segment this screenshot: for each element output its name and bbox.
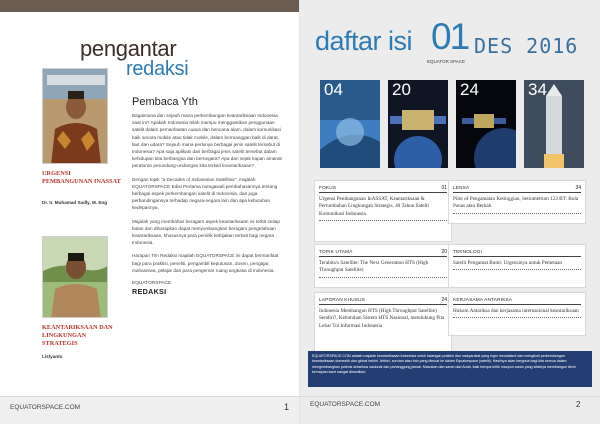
toc-section-label: TEKNOLOGI: [453, 249, 483, 254]
thumbnail-page-number: 20: [392, 80, 411, 99]
toc-thumbnail-1[interactable]: [320, 80, 380, 168]
toc-section-label: FOKUS: [319, 185, 337, 190]
page-title-line1: pengantar: [80, 36, 177, 61]
toc-section-label: KERJASAMA ANTARIKSA: [453, 297, 513, 302]
issue-date: DES 2016: [474, 34, 579, 58]
editorial-paragraph: Dengan topik "a Decades of Indonesian Satellites", majalah EQUATORSPACE Edisi Pertama mengawali pembahasannya tentang berbagai aspek perkembangan satelit di Indonesia, dan juga perbandingannya terhadap negara-negara lain dan apa kebutuhan kedepannya.: [132, 176, 278, 211]
dotted-divider: [453, 213, 581, 214]
toc-thumbnail-3[interactable]: [456, 80, 516, 168]
portrait-photo-1: [42, 68, 108, 164]
toc-section-label: LENSA: [453, 185, 470, 190]
toc-entry-header: [453, 297, 581, 305]
toc-entry-lensa[interactable]: [448, 180, 586, 224]
toc-page-number: 01: [441, 185, 447, 191]
page-title-line2: redaksi: [126, 58, 189, 80]
thumbnail-page-number: 34: [528, 80, 547, 99]
toc-title: daftar isi: [315, 26, 413, 56]
toc-entry-header: [319, 249, 447, 257]
toc-thumbnail-2[interactable]: [388, 80, 448, 168]
toc-entry-text: Satelit Pengamat Bumi: Urgensinya untuk Pemetaan: [453, 260, 562, 266]
toc-entry-text: Pilot of Pengamatan Ketinggian, Setiometrum 123 BT: Bola Panas atau Berkah: [453, 196, 579, 210]
caption-name-2: Listyanto: [42, 354, 63, 359]
toc-page-number: 20: [441, 249, 447, 255]
dotted-divider: [453, 317, 581, 318]
dotted-divider: [319, 220, 447, 221]
editorial-paragraph: Majalah yang membahas beragam aspek keantariksaan ini terbit setiap bulan dan diharapkan dapat menyumbangkan beragam pengetahuan keantariksaan, khususnya para pemilik kebijakan terkait bagi negara Indonesia.: [132, 218, 280, 246]
toc-section-label: TOPIK UTAMA: [319, 249, 353, 254]
about-text: EQUATORSPACE.COM adalah majalah keantariksaan Indonesia untuk kalangan praktisi dan masyarakat yang ingin mendalami dan mengikuti perkembangan keantariksaan domestik dan global terkini. Artikel, sorotan atau foto yang dimuat ke dalam Equatorspace (satelit). Hasilnya akan berguna bagi kita semua dalam mengembangkan potensi antariksa nasional dan pertanggung jawab. Masukan dan saran dari Anda, baik berupa kritik maupun saran yang sifatnya membangun demi kemajuan kami sangat dinantikan.: [312, 354, 576, 374]
toc-entry-teknologi[interactable]: [448, 244, 586, 288]
about-box: [308, 351, 592, 387]
signature-name: REDAKSI: [132, 287, 167, 297]
signature-label: EQUATORSPACE: [132, 281, 172, 287]
thumbnail-page-number: 24: [460, 80, 479, 99]
toc-thumbnail-4[interactable]: [524, 80, 584, 168]
greeting: Pembaca Yth: [132, 96, 198, 108]
thumbnail-page-number: 04: [324, 80, 343, 99]
issue-subtitle: EQUATOR SPACE: [427, 59, 466, 64]
editorial-paragraph: Bagaimana dan sejauh mana perkembangan keantariksaan Indonesia saat ini? Apakah Indonesia telah mampu menggantikan penggunaan satelit dalam pemanfaatan cuaca dan bencana alam, dalam komunikasi baik secara mobile atau tidak mobile, dalam bermanggan baik di darat, laut dan udara? Sejauh mana perlunya berbagai jenis satelit tersebut di Indonesia? Apa saja aplikasi dari berbagai jenis satelit tersebut dalam kehidupan kita berbangsa dan bernegara? Apa dan sejak kapan amanat peraturan perundang-undangan kita terkait keantariksaan?: [132, 113, 282, 169]
caption-name-1: Dr. Ir. Muhamad Sadly, M. Eng: [42, 200, 108, 205]
toc-entry-text: Hukum Antariksa dan kerjasama internasional keantariksaan: [453, 308, 579, 314]
page-number: 1: [284, 402, 290, 412]
issue-number: 01: [431, 16, 469, 57]
footer-site: EQUATORSPACE.COM: [310, 401, 381, 408]
caption-title-1: URGENSI PEMBANGUNAN INASSAT: [42, 170, 121, 185]
toc-entry-kerjasama[interactable]: [448, 292, 586, 336]
page-number: 2: [576, 400, 581, 409]
toc-entry-header: [453, 185, 581, 193]
editorial-column: [132, 95, 282, 296]
toc-entry-fokus[interactable]: [314, 180, 452, 242]
toc-entry-text: Terabits/s Satellite: The Next Generation HTS (High Throughput Satellite): [319, 260, 429, 274]
toc-entry-header: [319, 297, 447, 305]
top-bar: [0, 0, 300, 12]
toc-entry-header: [319, 185, 447, 193]
toc-page-number: 34: [575, 185, 581, 191]
page-right: [300, 0, 600, 424]
toc-entry-topik-utama[interactable]: [314, 244, 452, 288]
caption-title-2: KEANTARIKSAAN DAN LINGKUNGAN STRATEGIS: [42, 324, 113, 347]
toc-entry-text: Indonesia Membangun HTS (High Throughput Satellite) Sendiri?, Kebutuhan Sistem HTS Nasional, mendukung Pita Lebar Tol Informasi Indonesia: [319, 308, 445, 329]
toc-section-label: LAPORAN KHUSUS: [319, 297, 366, 302]
toc-entry-text: Urgensi Pembangunan InASSAT, Keantariksaan & Pertumbuhan Lingkungan Strategis, 40 Tahun Satelit Komunikasi Indonesia: [319, 196, 429, 217]
toc-entry-header: [453, 249, 581, 257]
dotted-divider: [319, 277, 447, 278]
toc-page-number: 24: [441, 297, 447, 303]
dotted-divider: [453, 269, 581, 270]
portrait-photo-2: [42, 236, 108, 318]
editorial-paragraph: Harapan Tim Redaksi majalah EQUATORSPACE ini dapat bermanfaat bagi para praktisi, peneliti, pengambil keputusan, dosen, pengajar, mahasiswa, pelajar dan para pengemar ruang angkasa di Indonesia.: [132, 253, 279, 273]
footer-site: EQUATORSPACE.COM: [10, 404, 81, 411]
